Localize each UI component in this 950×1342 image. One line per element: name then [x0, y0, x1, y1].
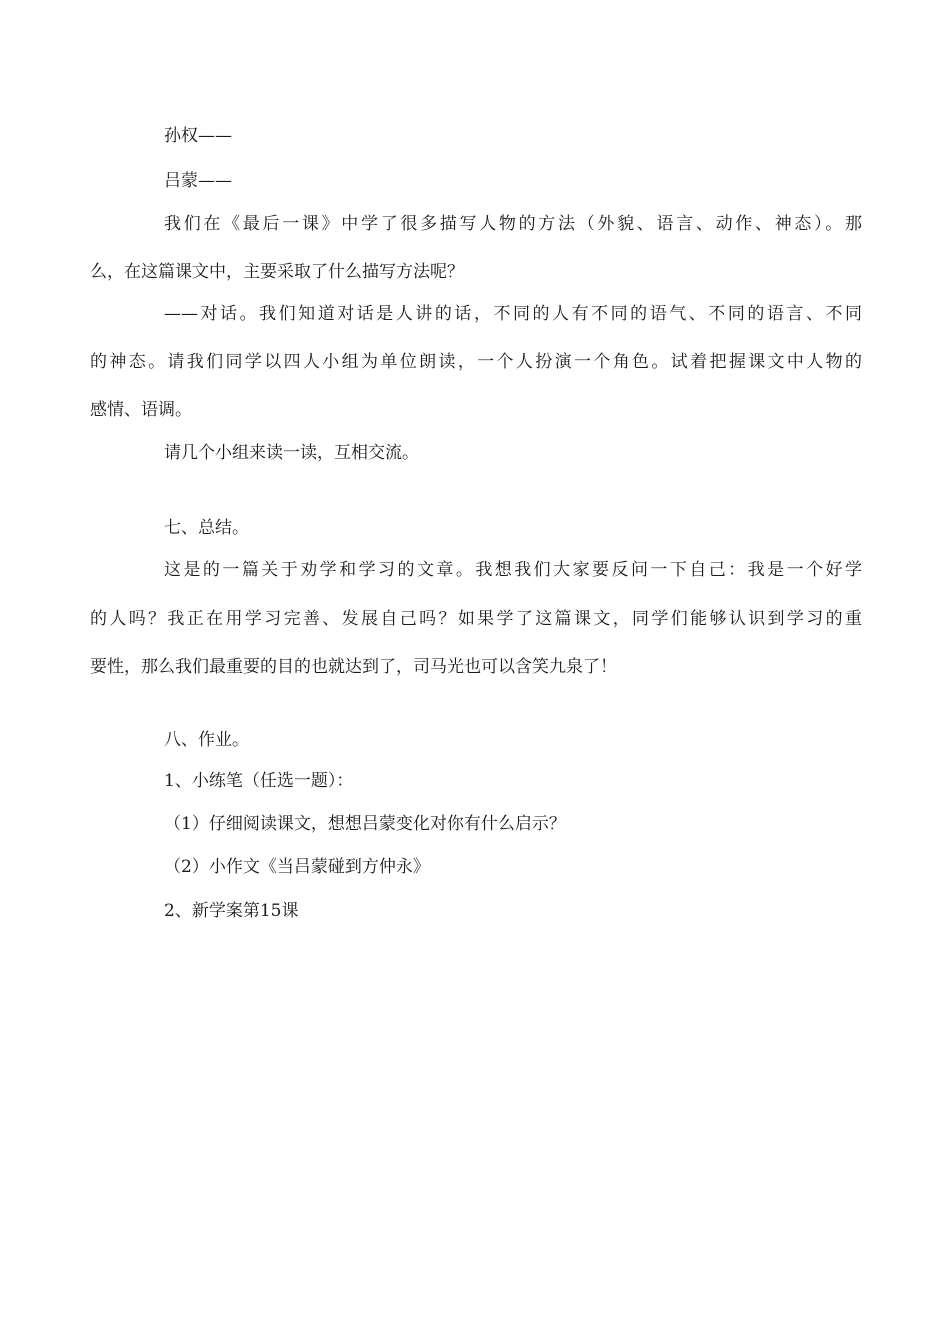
homework-item-1: 1、小练笔（任选一题）： [164, 771, 354, 791]
role-line-sun-quan: 孙权—— [164, 126, 232, 146]
homework-item-1b: （2）小作文《当吕蒙碰到方仲永》 [164, 857, 430, 877]
role-line-lv-meng: 吕蒙—— [164, 171, 232, 191]
section-7-line-3: 要性，那么我们最重要的目的也就达到了，司马光也可以含笑九泉了！ [90, 657, 617, 677]
section-7-line-1: 这是的一篇关于劝学和学习的文章。我想我们大家要反问一下自己：我是一个好学 [164, 560, 862, 580]
section-7-line-2: 的人吗？我正在用学习完善、发展自己吗？如果学了这篇课文，同学们能够认识到学习的重 [90, 609, 862, 629]
section-7-heading: 七、总结。 [164, 518, 249, 538]
paragraph-3: 请几个小组来读一读，互相交流。 [164, 443, 419, 463]
homework-item-2: 2、新学案第15课 [164, 901, 299, 921]
paragraph-2-line-3: 感情、语调。 [90, 400, 192, 420]
homework-item-1a: （1）仔细阅读课文，想想吕蒙变化对你有什么启示？ [164, 814, 566, 834]
paragraph-1-line-1: 我们在《最后一课》中学了很多描写人物的方法（外貌、语言、动作、神态）。那 [164, 214, 862, 234]
paragraph-1-line-2: 么，在这篇课文中，主要采取了什么描写方法呢？ [90, 262, 464, 282]
section-8-heading: 八、作业。 [164, 730, 249, 750]
paragraph-2-line-2: 的神态。请我们同学以四人小组为单位朗读，一个人扮演一个角色。试着把握课文中人物的 [90, 352, 862, 372]
paragraph-2-line-1: ——对话。我们知道对话是人讲的话，不同的人有不同的语气、不同的语言、不同 [164, 304, 862, 324]
